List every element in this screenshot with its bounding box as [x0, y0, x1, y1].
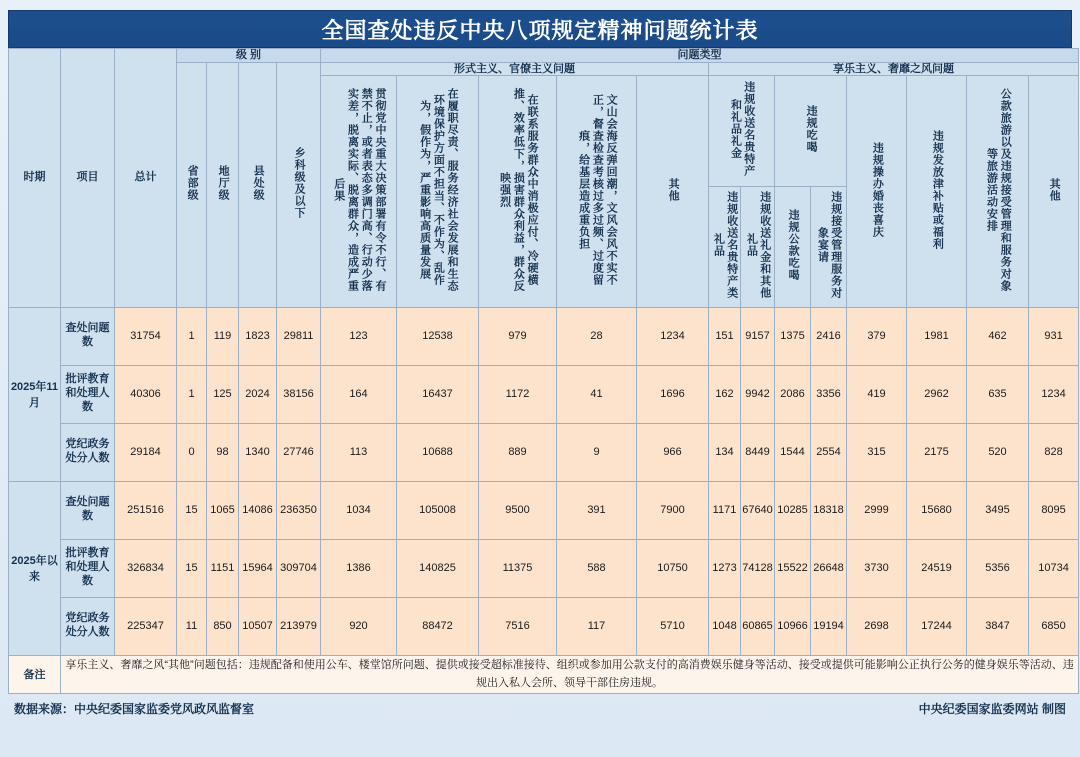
- cell-formalism-1: 140825: [397, 539, 479, 597]
- cell-hedonism-2: 1544: [775, 423, 811, 481]
- cell-formalism-3: 588: [557, 539, 637, 597]
- cell-hedonism-3: 19194: [811, 597, 847, 655]
- table-row: [9, 423, 1079, 481]
- cell-total: 40306: [115, 365, 177, 423]
- cell-level-2: 2024: [239, 365, 277, 423]
- cell-level-0: 1: [177, 365, 207, 423]
- cell-hedonism-6: 3847: [967, 597, 1029, 655]
- cell-formalism-3: 41: [557, 365, 637, 423]
- cell-formalism-3: 9: [557, 423, 637, 481]
- cell-formalism-2: 979: [479, 307, 557, 365]
- cell-hedonism-1: 67640: [741, 481, 775, 539]
- cell-formalism-0: 1386: [321, 539, 397, 597]
- note-text: 享乐主义、奢靡之风“其他”问题包括：违规配备和使用公车、楼堂馆所问题、提供或接受超标准接待、组织或参加用公款支付的高消费娱乐健身等活动、接受或提供可能影响公正执行公务的健身娱乐等活动、违规出入私人会所、领导干部住房违规。: [61, 655, 1079, 693]
- cell-level-3: 309704: [277, 539, 321, 597]
- header-hedonism-weddings: 违规操办婚丧喜庆: [847, 76, 907, 307]
- cell-formalism-2: 889: [479, 423, 557, 481]
- cell-hedonism-2: 10285: [775, 481, 811, 539]
- cell-hedonism-2: 2086: [775, 365, 811, 423]
- credit: 中央纪委国家监委网站 制图: [918, 701, 1066, 716]
- cell-level-3: 38156: [277, 365, 321, 423]
- cell-hedonism-5: 2175: [907, 423, 967, 481]
- cell-formalism-1: 88472: [397, 597, 479, 655]
- header-formalism-3: 在联系服务群众中消极应付、冷硬横推、效率低下，损害群众利益，群众反映强烈: [479, 76, 557, 307]
- header-hedonism-gift-specialty: 违规收送名贵特产类礼品: [709, 186, 741, 307]
- cell-level-2: 1340: [239, 423, 277, 481]
- cell-level-1: 119: [207, 307, 239, 365]
- table-row: [9, 481, 1079, 539]
- cell-formalism-0: 123: [321, 307, 397, 365]
- cell-formalism-4: 966: [637, 423, 709, 481]
- cell-hedonism-2: 1375: [775, 307, 811, 365]
- cell-hedonism-7: 8095: [1029, 481, 1079, 539]
- cell-hedonism-1: 74128: [741, 539, 775, 597]
- cell-hedonism-5: 17244: [907, 597, 967, 655]
- cell-level-3: 213979: [277, 597, 321, 655]
- cell-total: 29184: [115, 423, 177, 481]
- cell-hedonism-0: 1273: [709, 539, 741, 597]
- cell-level-2: 15964: [239, 539, 277, 597]
- cell-level-2: 10507: [239, 597, 277, 655]
- cell-total: 31754: [115, 307, 177, 365]
- header-hedonism-dining-invite: 违规接受管理服务对象宴请: [811, 186, 847, 307]
- cell-level-2: 14086: [239, 481, 277, 539]
- cell-formalism-1: 105008: [397, 481, 479, 539]
- cell-level-0: 15: [177, 481, 207, 539]
- cell-level-1: 125: [207, 365, 239, 423]
- cell-formalism-1: 10688: [397, 423, 479, 481]
- header-level-prefecture: 地厅级: [207, 62, 239, 307]
- cell-formalism-2: 11375: [479, 539, 557, 597]
- cell-hedonism-0: 151: [709, 307, 741, 365]
- row-label: 查处问题数: [61, 481, 115, 539]
- row-label: 党纪政务处分人数: [61, 423, 115, 481]
- header-level-province: 省部级: [177, 62, 207, 307]
- header-type-group: 问题类型: [321, 49, 1079, 63]
- cell-hedonism-1: 60865: [741, 597, 775, 655]
- table-row: [9, 597, 1079, 655]
- cell-formalism-4: 7900: [637, 481, 709, 539]
- cell-formalism-4: 5710: [637, 597, 709, 655]
- table-row: [9, 307, 1079, 365]
- cell-hedonism-4: 379: [847, 307, 907, 365]
- cell-formalism-3: 28: [557, 307, 637, 365]
- header-period: 时期: [9, 49, 61, 308]
- cell-level-2: 1823: [239, 307, 277, 365]
- cell-hedonism-7: 828: [1029, 423, 1079, 481]
- cell-hedonism-4: 2698: [847, 597, 907, 655]
- cell-formalism-2: 9500: [479, 481, 557, 539]
- header-item: 项目: [61, 49, 115, 308]
- header-formalism-1: 贯彻党中央重大决策部署有令不行、有禁不止，或者表态多调门高、行动少落实差，脱离实际、脱离群众，造成严重后果: [321, 76, 397, 307]
- cell-hedonism-6: 520: [967, 423, 1029, 481]
- header-formalism-other: 其他: [637, 76, 709, 307]
- cell-level-3: 29811: [277, 307, 321, 365]
- cell-hedonism-0: 162: [709, 365, 741, 423]
- cell-total: 326834: [115, 539, 177, 597]
- cell-hedonism-2: 10966: [775, 597, 811, 655]
- cell-level-1: 1065: [207, 481, 239, 539]
- cell-hedonism-7: 6850: [1029, 597, 1079, 655]
- header-hedonism-dining-public: 违规公款吃喝: [775, 186, 811, 307]
- period-cell: 2025年以来: [9, 481, 61, 655]
- header-formalism-2: 在履职尽责、服务经济社会发展和生态环境保护方面不担当、不作为、乱作为，假作为，严重影响高质量发展: [397, 76, 479, 307]
- cell-hedonism-7: 931: [1029, 307, 1079, 365]
- header-hedonism-travel: 公款旅游以及违规接受管理和服务对象等旅游活动安排: [967, 76, 1029, 307]
- cell-formalism-2: 7516: [479, 597, 557, 655]
- cell-hedonism-1: 9942: [741, 365, 775, 423]
- cell-formalism-2: 1172: [479, 365, 557, 423]
- cell-hedonism-4: 315: [847, 423, 907, 481]
- cell-formalism-0: 113: [321, 423, 397, 481]
- cell-formalism-1: 12538: [397, 307, 479, 365]
- row-label: 查处问题数: [61, 307, 115, 365]
- cell-hedonism-3: 26648: [811, 539, 847, 597]
- cell-hedonism-3: 3356: [811, 365, 847, 423]
- statistics-table: [8, 48, 1079, 694]
- cell-level-3: 236350: [277, 481, 321, 539]
- header-formalism-group: 形式主义、官僚主义问题: [321, 62, 709, 76]
- row-label: 党纪政务处分人数: [61, 597, 115, 655]
- cell-hedonism-5: 24519: [907, 539, 967, 597]
- header-formalism-4: 文山会海反弹回潮，文风会风不实不正，督查检查考核过多过频、过度留痕，给基层造成重负担: [557, 76, 637, 307]
- cell-level-1: 1151: [207, 539, 239, 597]
- cell-hedonism-1: 9157: [741, 307, 775, 365]
- cell-hedonism-6: 635: [967, 365, 1029, 423]
- header-hedonism-allowances: 违规发放津补贴或福利: [907, 76, 967, 307]
- cell-hedonism-3: 2554: [811, 423, 847, 481]
- note-label: 备注: [9, 655, 61, 693]
- cell-formalism-4: 10750: [637, 539, 709, 597]
- cell-hedonism-4: 2999: [847, 481, 907, 539]
- cell-hedonism-0: 134: [709, 423, 741, 481]
- cell-hedonism-1: 8449: [741, 423, 775, 481]
- header-hedonism-group: 享乐主义、奢靡之风问题: [709, 62, 1079, 76]
- cell-formalism-0: 1034: [321, 481, 397, 539]
- cell-level-3: 27746: [277, 423, 321, 481]
- data-source: 数据来源：中央纪委国家监委党风政风监督室: [14, 701, 255, 716]
- cell-hedonism-6: 462: [967, 307, 1029, 365]
- cell-formalism-1: 16437: [397, 365, 479, 423]
- cell-hedonism-5: 1981: [907, 307, 967, 365]
- header-level-group: 级 别: [177, 49, 321, 63]
- row-label: 批评教育和处理人数: [61, 365, 115, 423]
- header-hedonism-gifts-group: 违规收送名贵特产和礼品礼金: [709, 76, 775, 187]
- cell-total: 225347: [115, 597, 177, 655]
- cell-hedonism-5: 2962: [907, 365, 967, 423]
- cell-hedonism-6: 3495: [967, 481, 1029, 539]
- cell-formalism-3: 117: [557, 597, 637, 655]
- cell-hedonism-0: 1048: [709, 597, 741, 655]
- cell-level-0: 0: [177, 423, 207, 481]
- cell-level-1: 98: [207, 423, 239, 481]
- cell-hedonism-5: 15680: [907, 481, 967, 539]
- cell-hedonism-3: 18318: [811, 481, 847, 539]
- cell-level-0: 1: [177, 307, 207, 365]
- header-hedonism-other: 其他: [1029, 76, 1079, 307]
- cell-hedonism-7: 1234: [1029, 365, 1079, 423]
- cell-total: 251516: [115, 481, 177, 539]
- table-row: [9, 365, 1079, 423]
- table-row: [9, 539, 1079, 597]
- cell-hedonism-6: 5356: [967, 539, 1029, 597]
- header-total: 总计: [115, 49, 177, 308]
- cell-hedonism-0: 1171: [709, 481, 741, 539]
- cell-hedonism-7: 10734: [1029, 539, 1079, 597]
- cell-formalism-3: 391: [557, 481, 637, 539]
- cell-formalism-0: 164: [321, 365, 397, 423]
- cell-level-0: 15: [177, 539, 207, 597]
- cell-formalism-0: 920: [321, 597, 397, 655]
- cell-hedonism-4: 419: [847, 365, 907, 423]
- period-cell: 2025年11月: [9, 307, 61, 481]
- header-hedonism-gift-money: 违规收送礼金和其他礼品: [741, 186, 775, 307]
- cell-hedonism-4: 3730: [847, 539, 907, 597]
- cell-formalism-4: 1696: [637, 365, 709, 423]
- cell-level-0: 11: [177, 597, 207, 655]
- row-label: 批评教育和处理人数: [61, 539, 115, 597]
- cell-hedonism-2: 15522: [775, 539, 811, 597]
- page-title: 全国查处违反中央八项规定精神问题统计表: [8, 10, 1072, 48]
- footer: [8, 694, 1072, 717]
- cell-hedonism-3: 2416: [811, 307, 847, 365]
- cell-formalism-4: 1234: [637, 307, 709, 365]
- header-level-township: 乡科级及以下: [277, 62, 321, 307]
- cell-level-1: 850: [207, 597, 239, 655]
- note-row: [9, 655, 1079, 693]
- header-hedonism-dining-group: 违规吃喝: [775, 76, 847, 187]
- header-level-county: 县处级: [239, 62, 277, 307]
